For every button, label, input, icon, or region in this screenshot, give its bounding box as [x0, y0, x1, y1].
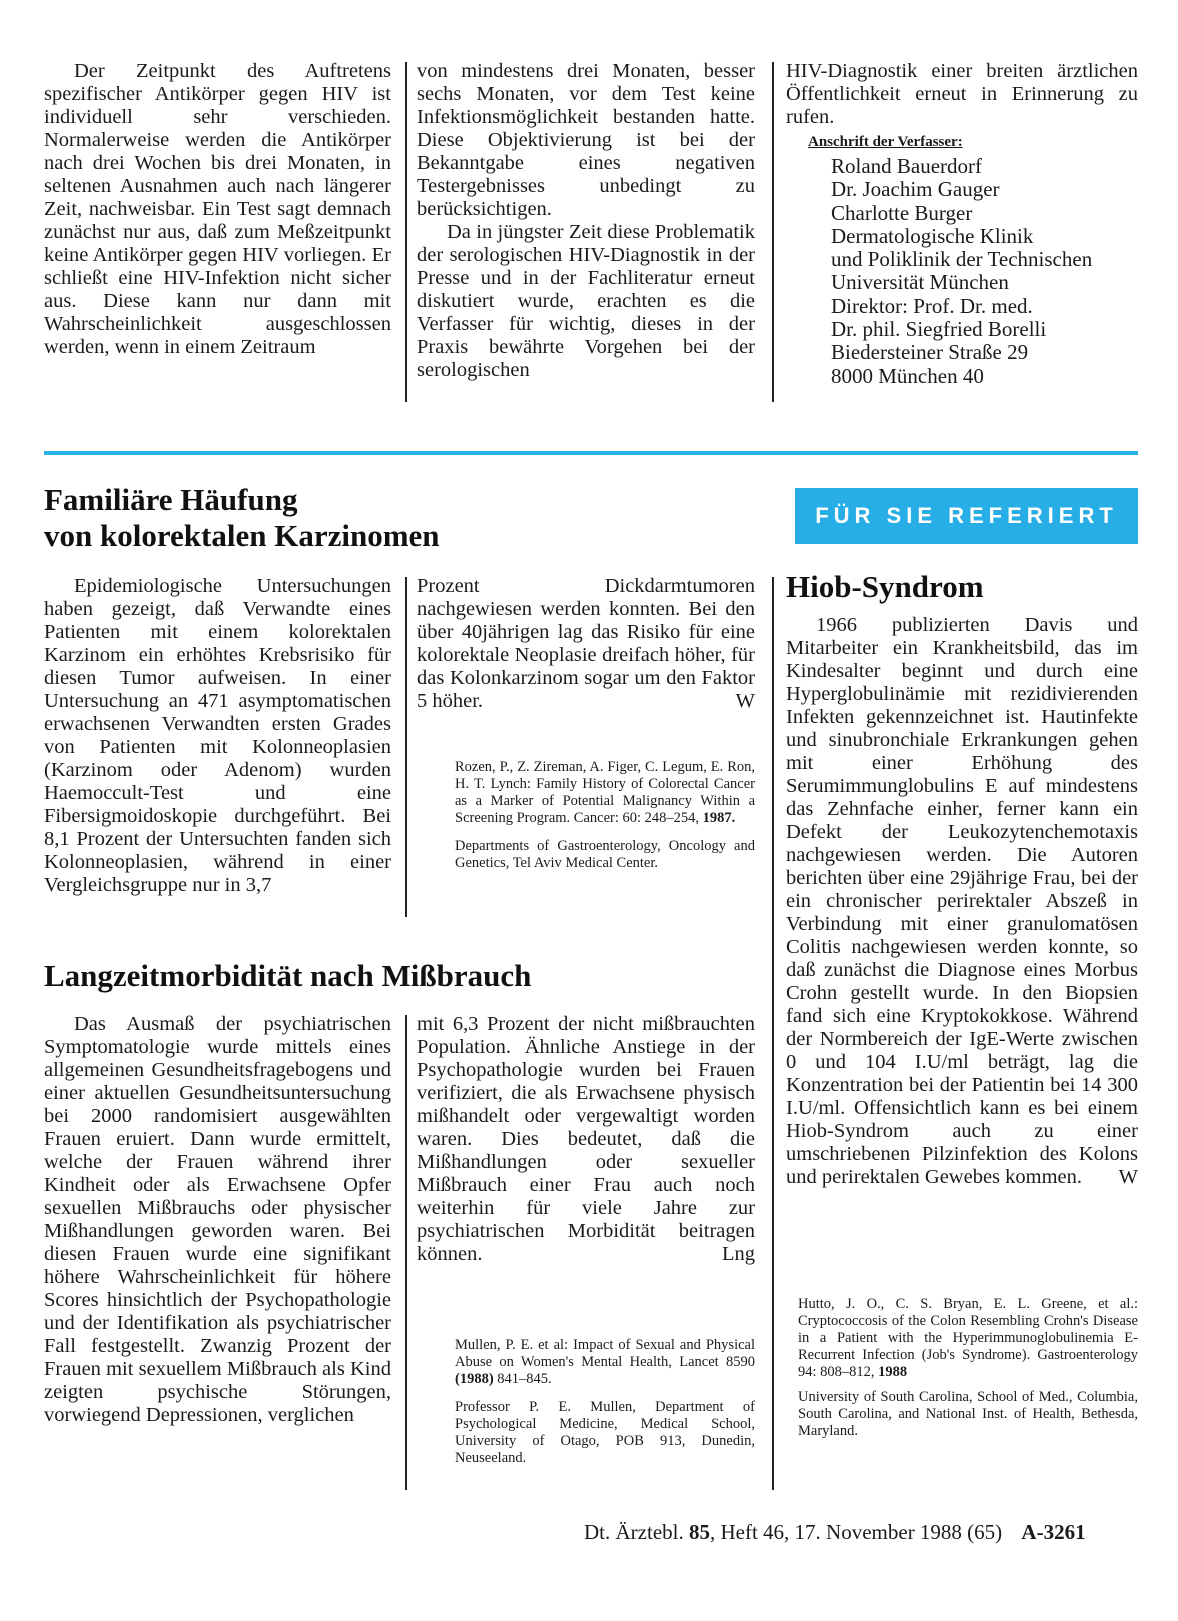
address-line: Dr. Joachim Gauger — [831, 177, 1000, 202]
article1-references — [455, 759, 755, 872]
column-rule — [405, 1015, 407, 1490]
address-line: Roland Bauerdorf — [831, 154, 983, 178]
address-line: Direktor: Prof. Dr. med. — [831, 293, 1033, 318]
paragraph-text: mit 6,3 Prozent der nicht mißbrauchten Population. Ähnliche Anstiege in der Psychopathologie wurden bei Frauen verifiziert, die als Erwachsene physisch mißhandelt oder vergewaltigt worden waren. Dies bedeutet, daß die Mißhandlungen oder sexueller Mißbrauch einer Frau auch noch weiterhin für viele Jahre zur psychiatrischen Morbidität beitragen können. — [417, 1013, 755, 1265]
paragraph: Der Zeitpunkt des Auftretens spezifischer Antikörper gegen HIV ist individuell sehr verschieden. Normalerweise werden die Antikörper nach drei Wochen bis drei Monaten, in seltenen Ausnahmen auch nach längerer Zeit, nachweisbar. Ein Test sagt demnach zunächst nur aus, daß zum Meßzeitpunkt keine Antikörper gegen HIV vorliegen. Er schließt eine HIV-Infektion nicht sicher aus. Diese kann nur dann mit Wahrscheinlichkeit ausgeschlossen werden, wenn in einem Zeitraum — [44, 60, 391, 358]
reference-year: 1988 — [878, 1364, 908, 1380]
column-rule — [772, 62, 774, 402]
reference-text: Rozen, P., Z. Zireman, A. Figer, C. Legum, E. Ron, H. T. Lynch: Family History of Colorectal Cancer as a Marker of Potential Malignancy Within a Screening Program. Cancer: 60: 248–254, — [455, 759, 755, 826]
paragraph-text: Prozent Dickdarmtumoren nachgewiesen werden konnten. Bei den über 40jährigen lag das Risiko für eine kolorektale Neoplasie dreifach höher, für das Kolonkarzinom sogar um den Faktor 5 höher. — [417, 575, 755, 712]
column-rule — [405, 577, 407, 917]
article1-column-1 — [44, 575, 391, 897]
reference — [455, 1337, 755, 1388]
section-tag: FÜR SIE REFERIERT — [795, 488, 1138, 544]
address-line: Biedersteiner Straße 29 — [831, 340, 1029, 365]
paragraph: Epidemiologische Untersuchungen haben gezeigt, daß Verwandte eines Patienten mit einem kolorektalen Karzinom ein erhöhtes Krebsrisiko für diesen Tumor aufweisen. In einer Untersuchung an 471 asymptomatischen erwachsenen Verwandten ersten Grades von Patienten mit Kolonneoplasien (Karzinom oder Adenom) wurden Haemoccult-Test und eine Fibersigmoidoskopie durchgeführt. Bei 8,1 Prozent der Untersuchten fanden sich Kolonneoplasien, während in einer Vergleichsgruppe nur in 3,7 — [44, 575, 391, 896]
paragraph: Da in jüngster Zeit diese Problematik der serologischen HIV-Diagnostik in der Presse und in der Fachliteratur erneut diskutiert wurde, erachten es die Verfasser für wichtig, dieses in der Praxis bewährte Vorgehen bei der serologischen — [417, 221, 755, 381]
address-line: und Poliklinik der Technischen — [831, 247, 1093, 272]
issue-info: , Heft 46, 17. November 1988 (65) — [709, 1520, 1003, 1544]
paragraph — [417, 1013, 755, 1266]
article2-column-2 — [417, 1013, 755, 1266]
article-title — [44, 482, 440, 554]
article2-column-1 — [44, 1013, 391, 1427]
journal-volume: 85 — [688, 1520, 710, 1544]
address-line: Dr. phil. Siegfried Borelli — [831, 317, 1047, 342]
top-column-3 — [786, 60, 1138, 388]
reference-year: 1987. — [702, 810, 736, 826]
reference-text: Hutto, J. O., C. S. Bryan, E. L. Greene, et al.: Cryptococcosis of the Colon Resembling Crohn's Disease in a Patient with the Hyperimmunoglobulinemia E-Recurrent Infection (Job's Syndrome). Gastroenterology 94: 808–812, — [798, 1296, 1138, 1380]
column-rule — [405, 62, 407, 402]
affiliation: Departments of Gastroenterology, Oncology and Genetics, Tel Aviv Medical Center. — [455, 838, 755, 871]
address-line: Universität München — [831, 270, 1009, 295]
section-divider — [44, 451, 1138, 455]
author-address — [831, 155, 1138, 388]
column-rule — [772, 577, 774, 1490]
title-line: Familiäre Häufung — [44, 482, 298, 517]
paragraph — [786, 614, 1138, 1189]
article3-references — [798, 1296, 1138, 1440]
reference — [455, 759, 755, 827]
author-sign: Lng — [721, 1243, 755, 1265]
article3-body — [786, 614, 1138, 1189]
author-sign: W — [1118, 1166, 1138, 1188]
article1-column-2 — [417, 575, 755, 713]
paragraph: von mindestens drei Monaten, besser sechs Monaten, vor dem Test keine Infektionsmöglichkeit bestanden hatte. Diese Objektivierung ist bei der Bekanntgabe eines negativen Testergebnisses unbedingt zu berücksichtigen. — [417, 60, 755, 220]
article-title: Hiob-Syndrom — [786, 569, 984, 604]
article2-references — [455, 1337, 755, 1467]
title-line: von kolorektalen Karzinomen — [44, 518, 440, 553]
address-line: 8000 München 40 — [831, 363, 984, 388]
paragraph — [417, 575, 755, 713]
reference-pages: 841–845. — [497, 1371, 552, 1387]
paragraph-text: 1966 publizierten Davis und Mitarbeiter ein Krankheitsbild, das im Kindesalter beginnt und durch eine Hyperglobulinämie mit rezidivierenden Infekten gekennzeichnet ist. Hautinfekte und sinubronchiale Erkrankungen gehen mit einer Erhöhung des Serumimmunglobulins E auf mindestens das Zehnfache einher, ferner kann ein Defekt der Leukozytenchemotaxis nachgewiesen werden. Die Autoren berichten über eine 29jährige Frau, bei der ein chronischer perirektaler Abszeß in Verbindung mit einer granulomatösen Colitis nachgewiesen werden konnte, so daß zunächst die Diagnose eines Morbus Crohn gestellt wurde. In den Biopsien fand sich eine Kryptokokkose. Während der Normbereich der IgE-Werte zwischen 0 und 104 I.U/ml beträgt, lag die Konzentration bei der Patientin bei 14 300 I.U/ml. Offensichtlich kann es bei einem Hiob-Syndrom auch zu einer umschriebenen Pilzinfektion des Kolons und perirektalen Gewebes kommen. — [786, 614, 1138, 1188]
paragraph: Das Ausmaß der psychiatrischen Symptomatologie wurde mittels eines allgemeinen Gesundheitsfragebogens und einer aktuellen Gesundheitsuntersuchung bei 2000 randomisiert ausgewählten Frauen eruiert. Dann wurde ermittelt, welche der Frauen während ihrer Kindheit oder als Erwachsene Opfer sexuellen Mißbrauchs oder physischer Mißhandlungen geworden waren. Bei diesen Frauen wurde eine signifikant höhere Wahrscheinlichkeit für höhere Scores hinsichtlich der Psychopathologie und der Identifikation als psychiatrischer Fall festgestellt. Zwanzig Prozent der Frauen mit sexuellem Mißbrauch als Kind zeigten psychische Störungen, vorwiegend Depressionen, verglichen — [44, 1013, 391, 1426]
reference-year: (1988) — [455, 1371, 494, 1387]
address-label: Anschrift der Verfasser: — [808, 134, 963, 150]
affiliation: Professor P. E. Mullen, Department of Psychological Medicine, Medical School, University of Otago, POB 913, Dunedin, Neuseeland. — [455, 1399, 755, 1466]
address-line: Charlotte Burger — [831, 200, 973, 225]
top-column-1 — [44, 60, 391, 359]
journal-name: Dt. Ärztebl. — [584, 1520, 684, 1544]
address-line: Dermatologische Klinik — [831, 223, 1034, 248]
page-footer — [584, 1520, 1086, 1545]
page-number: A-3261 — [1021, 1520, 1086, 1544]
author-sign: W — [735, 690, 755, 712]
reference-text: Mullen, P. E. et al: Impact of Sexual and Physical Abuse on Women's Mental Health, Lancet 8590 — [455, 1337, 755, 1370]
paragraph: HIV-Diagnostik einer breiten ärztlichen Öffentlichkeit erneut in Erinnerung zu rufen. — [786, 60, 1138, 128]
reference — [798, 1296, 1138, 1381]
article-title: Langzeitmorbidität nach Mißbrauch — [44, 958, 532, 993]
top-column-2 — [417, 60, 755, 382]
affiliation: University of South Carolina, School of Med., Columbia, South Carolina, and National Inst. of Health, Bethesda, Maryland. — [798, 1389, 1138, 1439]
